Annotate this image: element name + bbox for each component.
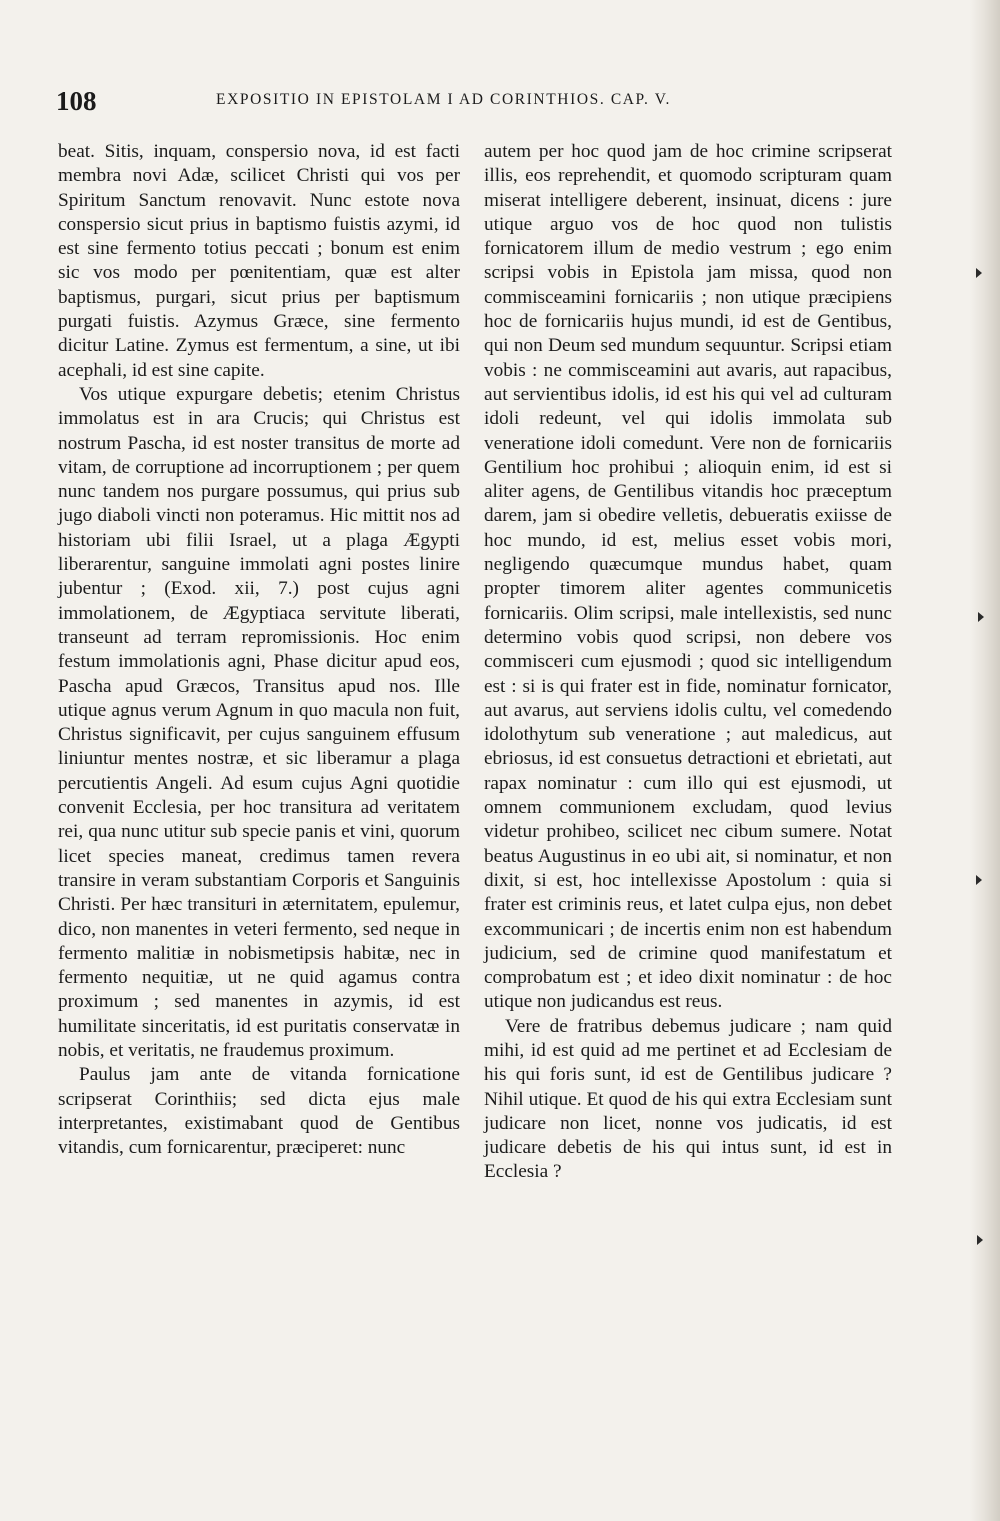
paragraph: autem per hoc quod jam de hoc crimine scripserat illis, eos reprehendit, et quomodo scripturam quam miserat intelligere deberent, insinuat, dicens : jure utique arguo vos de hoc quod non tulistis fornicatorem illum de medio vestrum ; ego enim scripsi vobis in Epistola jam missa, quod non commisceamini fornicariis ; non utique præcipiens hoc de fornicariis hujus mundi, id est de Gentibus, qui non Deum sed mundum sequuntur. Scripsi etiam vobis : ne commisceamini aut avaris, aut rapacibus, aut servientibus idolis, id est his qui vel ad culturam idoli redeunt, vel qui idolis immolata sub veneratione idoli comedunt. Vere non de fornicariis Gentilium hoc prohibui ; alioquin enim, id est si aliter agens, de Gentilibus vitandis hoc præceptum darem, jam si obedire velletis, debueratis exiisse de hoc mundo, id est, melius esset vobis mori, negligendo quæcumque mundus habet, quam propter timorem aliter agentes communicetis fornicariis. Olim scripsi, male intellexistis, sed nunc determino vobis quod scripsi, non debere vos commisceri cum ejusmodi ; quod sic intelligendum est : si is qui frater est in fide, nominatur fornicator, aut avarus, aut serviens idolis cultu, vel comedendo idolothytum sub veneratione ; aut maledicus, aut ebriosus, id est consuetus detractioni et ebrietati, aut rapax nominatur : cum illo qui est ejusmodi, ut omnem communionem excludam, quod levius videtur prohibeo, scilicet nec cibum sumere. Notat beatus Augustinus in eo ubi ait, si nominatur, et non dixit, si est, hoc intellexisse Apostolum : quia si frater est criminis reus, et latet culpa ejus, non debet excommunicari ; de incertis enim non est habendum judicium, sed de crimine quod manifestatum et comprobatum est ; et ideo dixit nominatur : de hoc utique non judicandus est reus.: [484, 141, 892, 1013]
margin-mark: [977, 1235, 983, 1245]
paragraph: Vos utique expurgare debetis; etenim Christus immolatus est in ara Crucis; qui Christus est nostrum Pascha, id est noster transitus de morte ad vitam, de corruptione ad incorruptionem ; per quem nunc tandem nos purgare possumus, qui prius sub jugo diaboli vincti non poteramus. Hic mittit nos ad historiam ubi filii Israel, ut a plaga Ægypti liberarentur, sanguine immolati agni postes linire jubentur ; (Exod. xii, 7.) post cujus agni immolationem, de Ægyptiaca servitute liberati, transeunt ad terram repromissionis. Hoc enim festum immolationis agni, Phase dicitur apud eos, Pascha apud Græcos, Transitus apud nos. Ille utique agnus verum Agnum in quo macula non fuit, Christus significavit, per cujus sanguinem effusum liniuntur mentes nostræ, et sic liberamur a plaga percutientis Angeli. Ad esum cujus Agni quotidie convenit Ecclesia, per hoc transitura ad veritatem rei, qua nunc utitur sub specie panis et vini, quorum licet species maneat, credimus tamen revera transire in veram substantiam Corporis et Sanguinis Christi. Per hæc transituri in æternitatem, epulemur, dico, non manentes in veteri fermento, sed neque in fermento malitiæ in nobismetipsis habitæ, nec in fermento nequitiæ, ut ne quid agamus contra proximum ; sed manentes in azymis, id est humilitate sinceritatis, id est puritatis conservatæ in nobis, et veritatis, ne fraudemus proximum.: [58, 383, 460, 1061]
page-number: 108: [56, 86, 97, 116]
running-title: EXPOSITIO IN EPISTOLAM I AD CORINTHIOS. CAP. V.: [216, 91, 671, 108]
page-edge-shadow: [970, 0, 1000, 1521]
left-column: [58, 140, 460, 1160]
margin-mark: [976, 268, 982, 278]
margin-mark: [978, 612, 984, 622]
right-column: [484, 140, 892, 1185]
running-head: [56, 86, 936, 116]
margin-mark: [976, 875, 982, 885]
paragraph: beat. Sitis, inquam, conspersio nova, id est facti membra novi Adæ, scilicet Christi qui vos per Spiritum Sanctum renovavit. Nunc estote nova conspersio sicut prius in baptismo fuistis azymi, id est sine fermento totius peccati ; bonum est enim sic vos modo per pœnitentiam, quæ est alter baptismus, purgari, sicut prius per baptismum purgati fuistis. Azymus Græce, sine fermento dicitur Latine. Zymus est fermentum, a sine, ut ibi acephali, id est sine capite.: [58, 141, 460, 381]
paragraph: Vere de fratribus debemus judicare ; nam quid mihi, id est quid ad me pertinet et ad Ecclesiam de his qui foris sunt, id est de Gentilibus judicare ? Nihil utique. Et quod de his qui extra Ecclesiam sunt judicare non licet, nonne vos judicatis, id est judicare debetis de his qui intus sunt, id est in Ecclesia ?: [484, 1015, 892, 1183]
paragraph: Paulus jam ante de vitanda fornicatione scripserat Corinthiis; sed dicta ejus male interpretantes, existimabant quod de Gentibus vitandis, cum fornicarentur, præciperet: nunc: [58, 1064, 460, 1159]
